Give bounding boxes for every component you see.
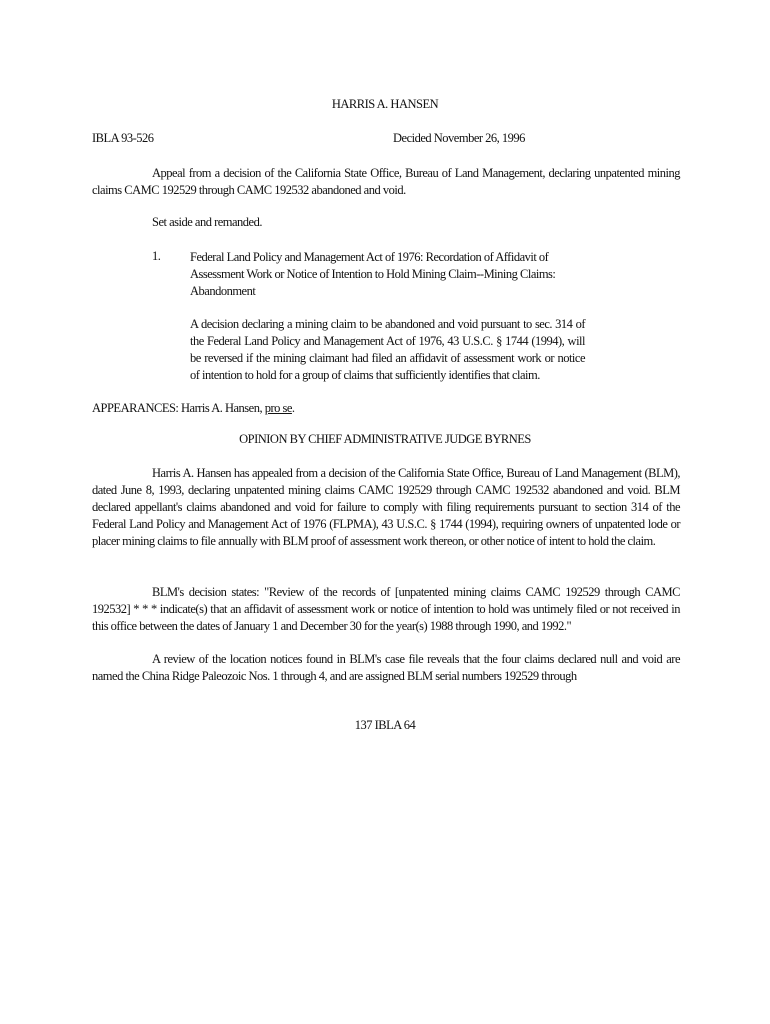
disposition: Set aside and remanded. [152, 215, 262, 229]
opinion-title: OPINION BY CHIEF ADMINISTRATIVE JUDGE BYRNES [239, 432, 531, 446]
headnote-text: A decision declaring a mining claim to be abandoned and void pursuant to sec. 314 of the Federal Land Policy and Management Act of 1976, 43 U.S.C. § 1744 (1994), will be reversed if the mining claimant had filed an affidavit of assessment work or notice of intention to hold for a group of claims that sufficiently identifies that claim. [190, 317, 585, 382]
paragraph-1-text: Harris A. Hansen has appealed from a decision of the California State Office, Bureau of Land Management (BLM), dated June 8, 1993, declaring unpatented mining claims CAMC 192529 through CAMC 192532 abandoned and void. BLM declared appellant's claims abandoned and void for failure to comply with filing requirements pursuant to section 314 of the Federal Land Policy and Management Act of 1976 (FLPMA), 43 U.S.C. § 1744 (1994), requiring owners of unpatented lode or placer mining claims to file annually with BLM proof of assessment work thereon, or other notice of intent to hold the claim. [92, 466, 680, 548]
docket-number: IBLA 93-526 [92, 131, 154, 145]
appearances-label: APPEARANCES: [92, 401, 179, 415]
appearances-name: Harris A. Hansen, [181, 401, 263, 415]
decision-date: Decided November 26, 1996 [393, 131, 525, 145]
summary-text: Appeal from a decision of the California State Office, Bureau of Land Management, declaring unpatented mining claims CAMC 192529 through CAMC 192532 abandoned and void. [92, 166, 680, 197]
case-title: HARRIS A. HANSEN [331, 97, 439, 111]
paragraph-3-text: A review of the location notices found in BLM's case file reveals that the four claims declared null and void are named the China Ridge Paleozoic Nos. 1 through 4, and are assigned BLM serial numbers 192529 through [92, 652, 680, 683]
summary-paragraph [92, 165, 680, 199]
opinion-paragraph-2 [92, 584, 680, 635]
appearances-line [92, 401, 295, 416]
opinion-paragraph-3 [92, 651, 680, 685]
headnote-number: 1. [152, 249, 161, 263]
opinion-paragraph-1 [92, 465, 680, 550]
appearances-period: . [291, 401, 295, 415]
page-footer: 137 IBLA 64 [354, 718, 416, 732]
headnote-topic: Federal Land Policy and Management Act of 1976: Recordation of Affidavit of Assessment Work or Notice of Intention to Hold Mining Claim--Mining Claims: Abandonment [190, 250, 556, 298]
pro-se-text: pro se [264, 401, 292, 415]
paragraph-2-text: BLM's decision states: "Review of the records of [unpatented mining claims CAMC 192529 through CAMC 192532] * * * indicate(s) that an affidavit of assessment work or notice of intention to hold was untimely filed or not received in this office between the dates of January 1 and December 30 for the year(s) 1988 through 1990, and 1992." [92, 585, 680, 633]
